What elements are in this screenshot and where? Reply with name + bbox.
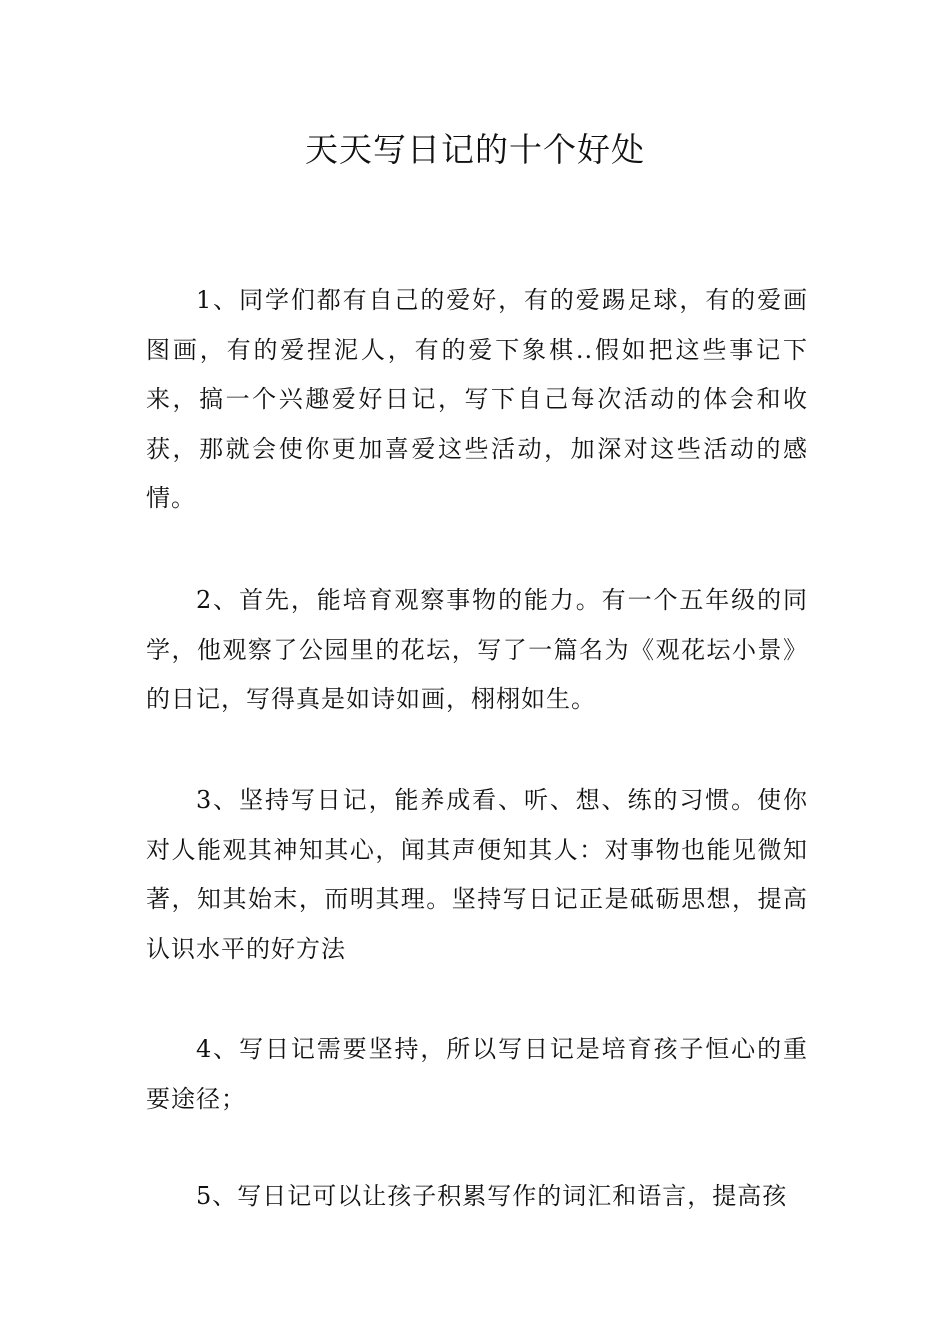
paragraph-5: 5、写日记可以让孩子积累写作的词汇和语言，提高孩 [196,1182,788,1210]
paragraph-3: 3、坚持写日记，能养成看、听、想、练的习惯。使你对人能观其神知其心，闻其声便知其人：对事物也能见微知著，知其始末，而明其理。坚持写日记正是砥砺思想，提高认识水平的好方法 [146,786,808,963]
paragraph-1: 1、同学们都有自己的爱好，有的爱踢足球，有的爱画图画，有的爱捏泥人，有的爱下象棋..假如把这些事记下来，搞一个兴趣爱好日记，写下自己每次活动的体会和收获，那就会使你更加喜爱这些活动，加深对这些活动的感情。 [146,286,808,512]
paragraph-4: 4、写日记需要坚持，所以写日记是培育孩子恒心的重要途径； [146,1035,808,1113]
document-title: 天天写日记的十个好处 [305,130,645,169]
paragraph-2: 2、首先，能培育观察事物的能力。有一个五年级的同学，他观察了公园里的花坛，写了一篇名为《观花坛小景》的日记，写得真是如诗如画，栩栩如生。 [146,586,808,713]
